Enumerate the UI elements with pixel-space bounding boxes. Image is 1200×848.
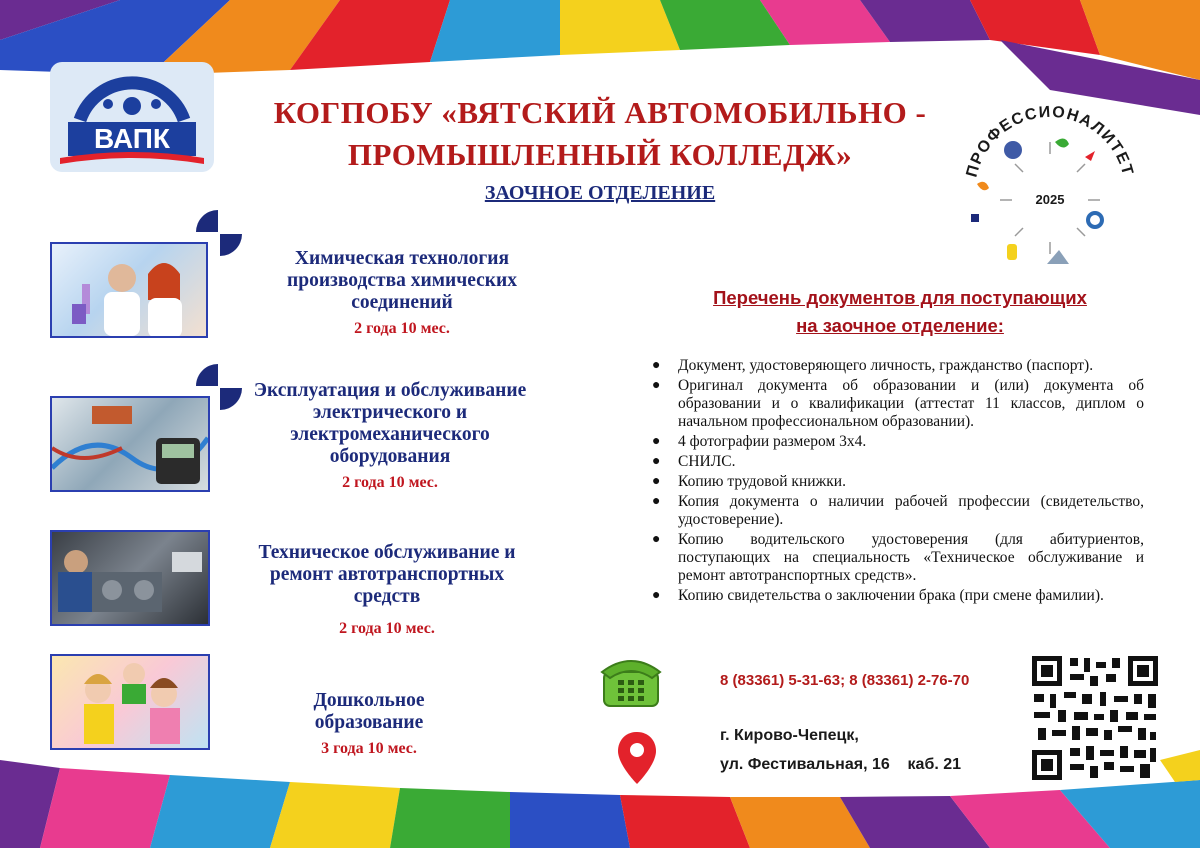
address-line-1: г. Кирово-Чепецк, — [720, 727, 859, 744]
course-name: Химическая технология производства химических соединений — [286, 248, 517, 313]
map-pin-icon — [616, 730, 658, 786]
course-duration: 3 года 10 мес. — [321, 740, 417, 757]
professionalitet-emblem-icon — [955, 92, 1145, 282]
documents-heading — [640, 284, 1160, 340]
course-name: Дошкольное образование — [313, 690, 425, 733]
course-duration: 2 года 10 мес. — [342, 474, 438, 491]
page-subtitle: ЗАОЧНОЕ ОТДЕЛЕНИЕ — [484, 182, 716, 204]
qr-code-icon — [1030, 654, 1160, 782]
documents-heading-line-2: на заочное отделение: — [796, 315, 1004, 336]
course-item-preschool — [274, 690, 464, 758]
course-name: Техническое обслуживание и ремонт автотранспортных средств — [258, 542, 516, 607]
logo-text: ВАПК — [94, 123, 170, 154]
qr-code[interactable] — [1030, 654, 1160, 782]
list-item: ● Копию водительского удостоверения (для абитуриентов, поступающих на специальность «Техническое обслуживание и ремонт автотранспортных средств». — [652, 531, 1144, 584]
list-item: ● Копию трудовой книжки. — [652, 473, 846, 490]
list-item: ● Оригинал документа об образовании и (или) документа об образовании и о квалификации (аттестат 11 классов, диплом о начальном профессиональном образовании). — [652, 377, 1144, 430]
course-item-electrical — [252, 380, 528, 492]
course-duration: 2 года 10 мес. — [339, 620, 435, 637]
documents-list — [650, 357, 1144, 607]
auto-repair-photo — [50, 530, 210, 626]
svg-text:ПРОФЕССИОНАЛИТЕТ — [964, 104, 1137, 179]
list-item: ● Копия документа о наличии рабочей профессии (свидетельство, удостоверение). — [652, 493, 1144, 528]
course-duration: 2 года 10 мес. — [354, 320, 450, 337]
telephone-icon — [600, 654, 662, 708]
address-line-2: ул. Фестивальная, 16 каб. 21 — [720, 756, 962, 773]
preschool-photo — [50, 654, 210, 750]
page-title — [240, 92, 960, 176]
phone-numbers: 8 (83361) 5-31-63; 8 (83361) 2-76-70 — [720, 672, 970, 689]
list-item: ● Документ, удостоверяющего личность, гражданство (паспорт). — [652, 357, 1094, 374]
documents-heading-line-1: Перечень документов для поступающих — [713, 287, 1087, 308]
badge-year: 2025 — [1035, 192, 1065, 207]
list-item: ● 4 фотографии размером 3х4. — [652, 433, 867, 450]
chemistry-photo — [50, 242, 208, 338]
professionalitet-badge — [955, 92, 1145, 282]
electrical-photo — [50, 396, 210, 492]
course-name: Эксплуатация и обслуживание электрического и электромеханического оборудования — [253, 380, 527, 467]
college-logo — [50, 62, 214, 172]
list-item: ● Копию свидетельства о заключении брака (при смене фамилии). — [652, 587, 1104, 604]
course-item-chemistry — [244, 248, 560, 338]
badge-arc-text: ПРОФЕССИОНАЛИТЕТ — [963, 103, 1137, 180]
course-item-auto-service — [250, 542, 524, 638]
title-line-1: КОГПОБУ «ВЯТСКИЙ АВТОМОБИЛЬНО - — [273, 95, 927, 130]
title-line-2: ПРОМЫШЛЕННЫЙ КОЛЛЕДЖ» — [347, 137, 853, 172]
list-item: ● СНИЛС. — [652, 453, 736, 470]
